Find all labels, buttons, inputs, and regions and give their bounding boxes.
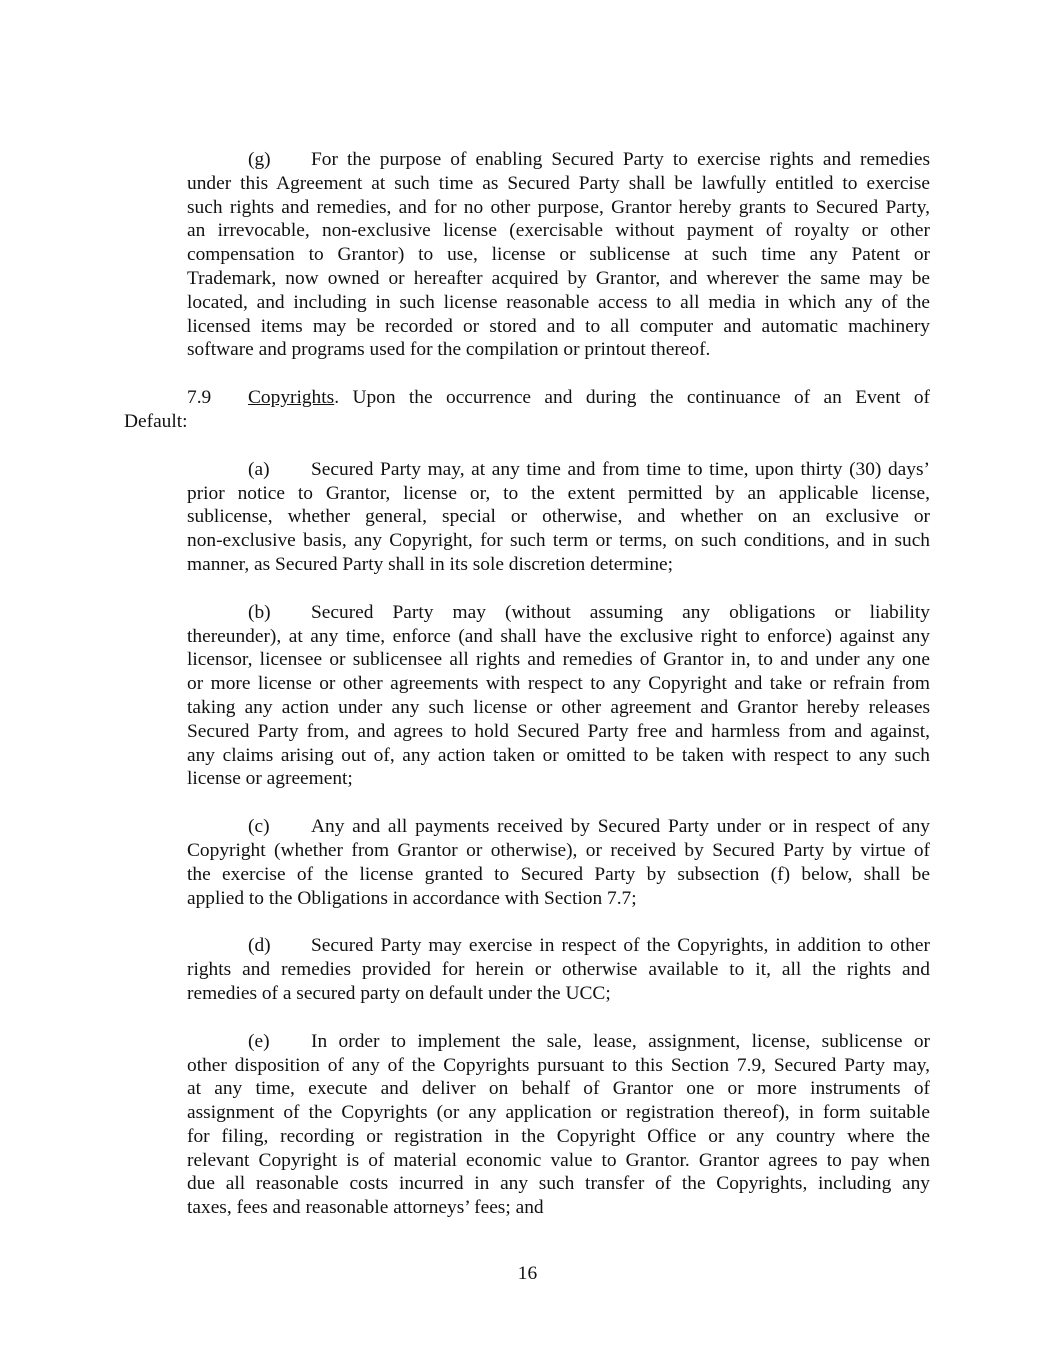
- line-text: [248, 386, 930, 410]
- paragraph-label: (d): [248, 935, 271, 957]
- text-line: [187, 267, 930, 291]
- section-paragraph: [124, 386, 930, 434]
- line-text: remedies of a secured party on default under the UCC;: [187, 982, 611, 1004]
- text-line: [187, 863, 930, 887]
- line-text: such rights and remedies, and for no other purpose, Grantor hereby grants to Secured Party,: [187, 196, 930, 218]
- text-line: [187, 148, 930, 172]
- line-text: located, and including in such license reasonable access to all media in which any of the: [187, 291, 930, 313]
- text-line: [187, 648, 930, 672]
- text-line: [187, 553, 930, 577]
- paragraph-label: 7.9: [187, 387, 212, 409]
- text-line: [187, 172, 930, 196]
- line-text: thereunder), at any time, enforce (and shall have the exclusive right to enforce) against any: [187, 625, 930, 647]
- text-line: [187, 887, 930, 911]
- line-text: taxes, fees and reasonable attorneys’ fees; and: [187, 1197, 544, 1219]
- line-text: Secured Party may exercise in respect of the Copyrights, in addition to other: [311, 935, 930, 957]
- paragraph-label: (b): [248, 601, 271, 623]
- line-text: manner, as Secured Party shall in its sole discretion determine;: [187, 553, 674, 575]
- subsection-paragraph: [187, 934, 930, 1005]
- line-text: Any and all payments received by Secured Party under or in respect of any: [311, 816, 930, 838]
- line-text: prior notice to Grantor, license or, to the extent permitted by an applicable license,: [187, 482, 930, 504]
- line-text: licensed items may be recorded or stored and to all computer and automatic machinery: [187, 315, 930, 337]
- line-text: the exercise of the license granted to Secured Party by subsection (f) below, shall be: [187, 863, 930, 885]
- line-text: Copyright (whether from Grantor or otherwise), or received by Secured Party by virtue of: [187, 839, 930, 861]
- text-line: [187, 458, 930, 482]
- text-line: [187, 482, 930, 506]
- text-line: [187, 672, 930, 696]
- text-line: [187, 601, 930, 625]
- text-line: [187, 1149, 930, 1173]
- text-line: [187, 744, 930, 768]
- line-text: an irrevocable, non-exclusive license (exercisable without payment of royalty or other: [187, 220, 930, 242]
- paragraph-label: (c): [248, 816, 270, 838]
- subsection-paragraph: [187, 458, 930, 577]
- page-number: 16: [517, 1263, 538, 1284]
- text-line: [187, 625, 930, 649]
- line-text: Trademark, now owned or hereafter acquired by Grantor, and wherever the same may be: [187, 267, 930, 289]
- text-line: [187, 1172, 930, 1196]
- line-text: sublicense, whether general, special or otherwise, and whether on an exclusive or: [187, 506, 930, 528]
- document-body: [0, 148, 1055, 1244]
- line-text: under this Agreement at such time as Secured Party shall be lawfully entitled to exercise: [187, 172, 930, 194]
- text-line: [187, 1125, 930, 1149]
- line-text: software and programs used for the compilation or printout thereof.: [187, 339, 711, 361]
- text-line: [124, 410, 930, 434]
- text-line: [187, 934, 930, 958]
- line-text: any claims arising out of, any action taken or omitted to be taken with respect to any such: [187, 744, 930, 766]
- text-line: [187, 1196, 930, 1220]
- line-text: other disposition of any of the Copyrights pursuant to this Section 7.9, Secured Party may,: [187, 1054, 930, 1076]
- line-text: For the purpose of enabling Secured Party to exercise rights and remedies: [311, 149, 930, 170]
- line-text: taking any action under any such license or other agreement and Grantor hereby releases: [187, 696, 930, 718]
- line-text: In order to implement the sale, lease, assignment, license, sublicense or: [311, 1030, 930, 1052]
- line-text: Secured Party may (without assuming any obligations or liability: [311, 601, 930, 623]
- text-line: [187, 243, 930, 267]
- text-line: [187, 720, 930, 744]
- paragraph-label: (a): [248, 458, 270, 480]
- subsection-paragraph: [187, 815, 930, 910]
- subsection-paragraph: [187, 601, 930, 791]
- line-text: at any time, execute and deliver on behalf of Grantor one or more instruments of: [187, 1078, 930, 1100]
- text-line: [187, 767, 930, 791]
- line-text: . Upon the occurrence and during the continuance of an Event of: [334, 387, 930, 409]
- line-text: due all reasonable costs incurred in any such transfer of the Copyrights, including any: [187, 1173, 930, 1195]
- text-line: [187, 315, 930, 339]
- text-line: [124, 386, 930, 410]
- line-text: licensor, licensee or sublicensee all rights and remedies of Grantor in, to and under any one: [187, 649, 930, 671]
- text-line: [187, 1054, 930, 1078]
- subsection-paragraph: [187, 1030, 930, 1220]
- line-text: Default:: [124, 410, 188, 432]
- line-text: applied to the Obligations in accordance with Section 7.7;: [187, 887, 637, 909]
- text-line: [187, 696, 930, 720]
- line-text: assignment of the Copyrights (or any application or registration thereof), in form suitable: [187, 1102, 930, 1124]
- line-text: compensation to Grantor) to use, license or sublicense at such time any Patent or: [187, 244, 930, 266]
- text-line: [187, 196, 930, 220]
- text-line: [187, 958, 930, 982]
- line-text: license or agreement;: [187, 768, 353, 790]
- line-text: rights and remedies provided for herein or otherwise available to it, all the rights and: [187, 959, 930, 981]
- text-line: [187, 219, 930, 243]
- text-line: [187, 815, 930, 839]
- text-line: [187, 1101, 930, 1125]
- text-line: [187, 1077, 930, 1101]
- line-text: Secured Party from, and agrees to hold Secured Party free and harmless from and against,: [187, 720, 930, 742]
- section-heading: Copyrights: [248, 387, 335, 409]
- paragraph-label: (g): [248, 149, 271, 170]
- line-text: Secured Party may, at any time and from time to time, upon thirty (30) days’: [311, 458, 930, 480]
- text-line: [187, 291, 930, 315]
- line-text: relevant Copyright is of material economic value to Grantor. Grantor agrees to pay when: [187, 1149, 930, 1171]
- text-line: [187, 529, 930, 553]
- line-text: non-exclusive basis, any Copyright, for such term or terms, on such conditions, and in such: [187, 530, 930, 552]
- line-text: for filing, recording or registration in the Copyright Office or any country where the: [187, 1125, 930, 1147]
- text-line: [187, 1030, 930, 1054]
- text-line: [187, 505, 930, 529]
- text-line: [187, 982, 930, 1006]
- subsection-paragraph: [187, 148, 930, 362]
- line-text: or more license or other agreements with respect to any Copyright and take or refrain from: [187, 673, 930, 695]
- text-line: [187, 839, 930, 863]
- text-line: [187, 338, 930, 362]
- paragraph-label: (e): [248, 1030, 270, 1052]
